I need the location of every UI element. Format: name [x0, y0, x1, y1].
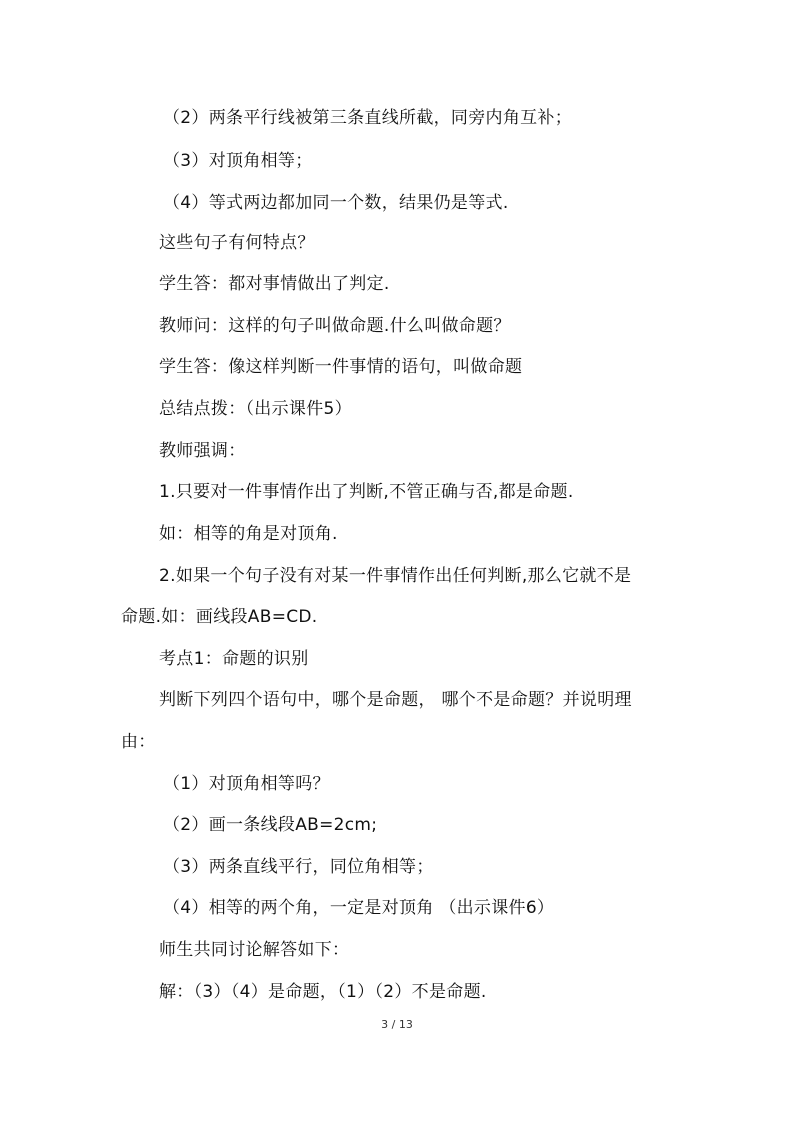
text-line: 判断下列四个语句中，哪个是命题， 哪个不是命题？并说明理 [159, 690, 632, 710]
text-line: 教师强调： [159, 441, 246, 461]
text-line: （3）两条直线平行，同位角相等； [163, 857, 434, 877]
text-line: 2.如果一个句子没有对某一件事情作出任何判断,那么它就不是 [159, 566, 632, 586]
text-line: （2）画一条线段AB=2cm; [163, 815, 378, 835]
text-line: （4）相等的两个角，一定是对顶角 （出示课件6） [163, 898, 555, 918]
text-line: 解：（3）（4）是命题，（1）（2）不是命题. [159, 982, 487, 1002]
text-line: 学生答：像这样判断一件事情的语句，叫做命题 [159, 357, 523, 377]
page-number: 3 / 13 [381, 1018, 413, 1031]
text-line: 师生共同讨论解答如下： [159, 940, 350, 960]
text-line: 由： [121, 732, 156, 752]
text-line: 考点1：命题的识别 [159, 649, 309, 669]
text-line: 教师问：这样的句子叫做命题.什么叫做命题？ [159, 316, 511, 336]
text-line: 命题.如：画线段AB=CD. [121, 607, 318, 627]
text-line: 如：相等的角是对顶角. [159, 524, 338, 544]
text-line: （3）对顶角相等； [163, 151, 313, 171]
text-line: 学生答：都对事情做出了判定. [159, 274, 390, 294]
text-line: （2）两条平行线被第三条直线所截，同旁内角互补； [163, 108, 573, 128]
text-line: 总结点拨：（出示课件5） [159, 399, 352, 419]
text-line: （4）等式两边都加同一个数，结果仍是等式. [163, 193, 509, 213]
text-line: 1.只要对一件事情作出了判断,不管正确与否,都是命题. [159, 482, 574, 502]
text-line: （1）对顶角相等吗？ [163, 774, 330, 794]
text-line: 这些句子有何特点？ [159, 233, 315, 253]
